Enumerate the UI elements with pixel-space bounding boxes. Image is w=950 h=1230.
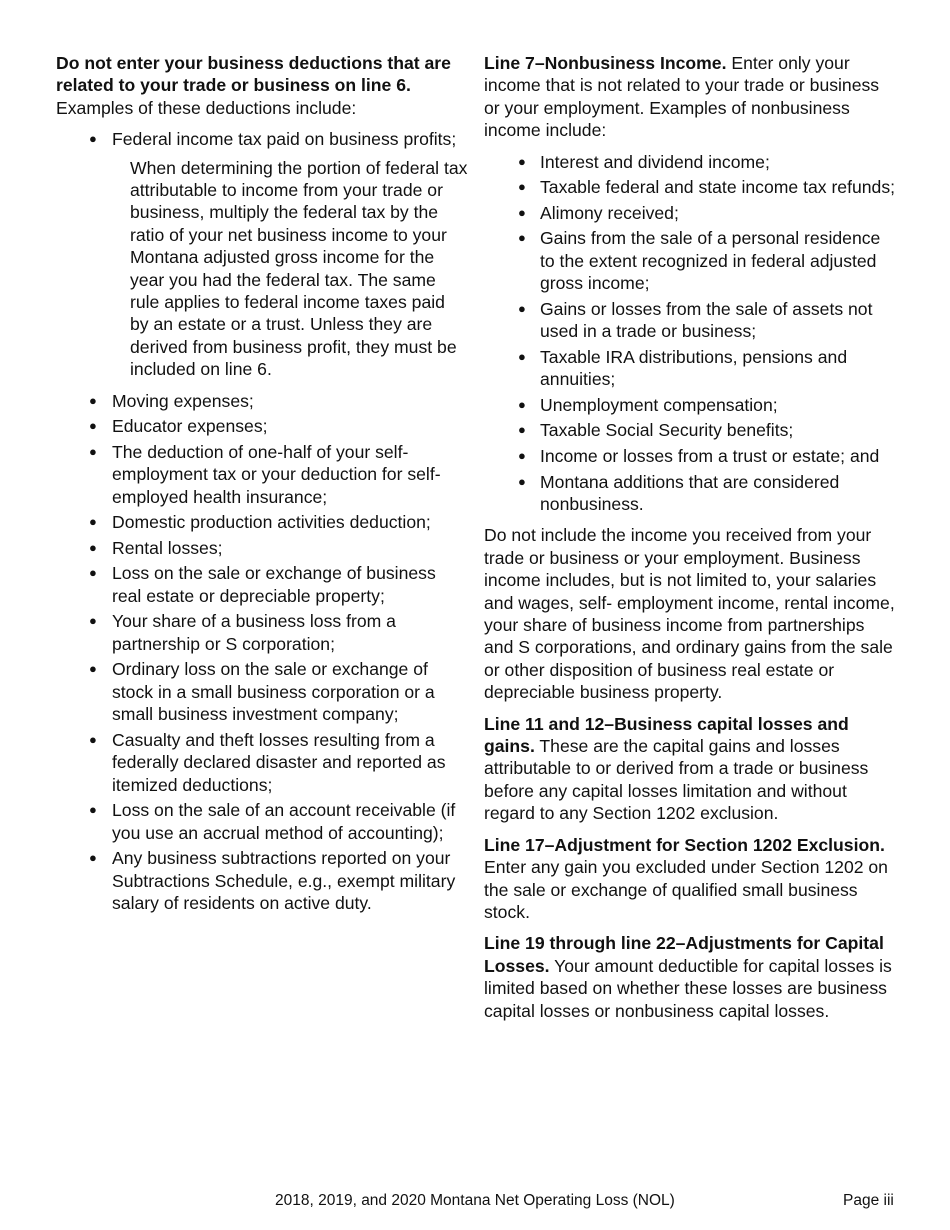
line11-heading: Line 11 and 12–Business capital losses and gains. bbox=[484, 713, 849, 757]
nonbusiness-income-list bbox=[484, 151, 896, 516]
line7-heading: Line 7–Nonbusiness Income. bbox=[484, 53, 727, 73]
list-item: ● Moving expenses; bbox=[56, 390, 468, 412]
list-item: ● Educator expenses; bbox=[56, 415, 468, 437]
line19-paragraph bbox=[484, 932, 896, 1022]
list-item: ● Gains from the sale of a personal residence to the extent recognized in federal adjusted gross income; bbox=[484, 227, 896, 294]
list-item: ● Income or losses from a trust or estate; and bbox=[484, 445, 896, 467]
list-item: ● Taxable Social Security benefits; bbox=[484, 419, 896, 441]
federal-tax-note: When determining the portion of federal tax attributable to income from your trade or business, multiply the federal tax by the ratio of your net business income to your Montana adjusted gross income for the year you had the federal tax. The same rule applies to federal income taxes paid by an estate or a trust. Unless they are derived from business profit, they must be included on line 6. bbox=[130, 157, 468, 380]
line7-paragraph bbox=[484, 52, 896, 142]
list-item: ● Ordinary loss on the sale or exchange of stock in a small business corporation or a small business investment company; bbox=[56, 658, 468, 725]
list-item: ● Loss on the sale or exchange of business real estate or depreciable property; bbox=[56, 562, 468, 607]
line17-paragraph bbox=[484, 834, 896, 924]
list-item: ● Gains or losses from the sale of assets not used in a trade or business; bbox=[484, 298, 896, 343]
business-income-exclusion-paragraph: Do not include the income you received from your trade or business or your employment. Business income includes, but is not limited to, your salaries and wages, self- employment income, rental income, your share of business income from partnerships and S corporations, and ordinary gains from the sale or other disposition of business real estate or depreciable business property. bbox=[484, 525, 895, 703]
list-item: ● Taxable federal and state income tax refunds; bbox=[484, 176, 896, 198]
business-deductions-list-continued bbox=[56, 390, 468, 915]
list-item: ● Casualty and theft losses resulting from a federally declared disaster and reported as itemized deductions; bbox=[56, 729, 468, 796]
list-item: ● Federal income tax paid on business profits; bbox=[56, 128, 468, 150]
list-item: ● Taxable IRA distributions, pensions and annuities; bbox=[484, 346, 896, 391]
line19-text: Your amount deductible for capital losses is limited based on whether these losses are business capital losses or nonbusiness capital losses. bbox=[484, 955, 892, 1021]
right-column bbox=[484, 52, 896, 1022]
intro-bold-text: Do not enter your business deductions that are related to your trade or business on line 6. bbox=[56, 53, 451, 96]
list-item: ● The deduction of one-half of your self-employment tax or your deduction for self-employed health insurance; bbox=[56, 441, 468, 508]
list-item: ● Your share of a business loss from a partnership or S corporation; bbox=[56, 610, 468, 655]
list-item: ● Montana additions that are considered nonbusiness. bbox=[484, 471, 896, 516]
intro-text: Examples of these deductions include: bbox=[56, 97, 357, 118]
page-number: Page iii bbox=[843, 1192, 894, 1209]
line17-text: Enter any gain you excluded under Section 1202 on the sale or exchange of qualified small business stock. bbox=[484, 857, 888, 922]
line7-text: Enter only your income that is not related to your trade or business or your employment. Examples of nonbusiness income include: bbox=[484, 53, 880, 141]
business-deductions-list bbox=[56, 128, 468, 150]
list-item: ● Rental losses; bbox=[56, 537, 468, 559]
list-item: ● Domestic production activities deduction; bbox=[56, 511, 468, 533]
left-column bbox=[56, 52, 468, 918]
list-item: ● Unemployment compensation; bbox=[484, 394, 896, 416]
line17-heading: Line 17–Adjustment for Section 1202 Exclusion. bbox=[484, 834, 885, 855]
intro-paragraph bbox=[56, 52, 468, 119]
line11-paragraph bbox=[484, 713, 896, 825]
line11-text: These are the capital gains and losses attributable to or derived from a trade or business before any capital losses limitation and without regard to any Section 1202 exclusion. bbox=[484, 736, 869, 824]
line19-heading: Line 19 through line 22–Adjustments for Capital Losses. bbox=[484, 933, 884, 976]
list-item: ● Interest and dividend income; bbox=[484, 151, 896, 173]
footer-title: 2018, 2019, and 2020 Montana Net Operating Loss (NOL) bbox=[275, 1192, 675, 1209]
list-item: ● Loss on the sale of an account receivable (if you use an accrual method of accounting); bbox=[56, 799, 468, 844]
list-item: ● Any business subtractions reported on your Subtractions Schedule, e.g., exempt military salary of residents on active duty. bbox=[56, 847, 468, 914]
list-item: ● Alimony received; bbox=[484, 202, 896, 224]
